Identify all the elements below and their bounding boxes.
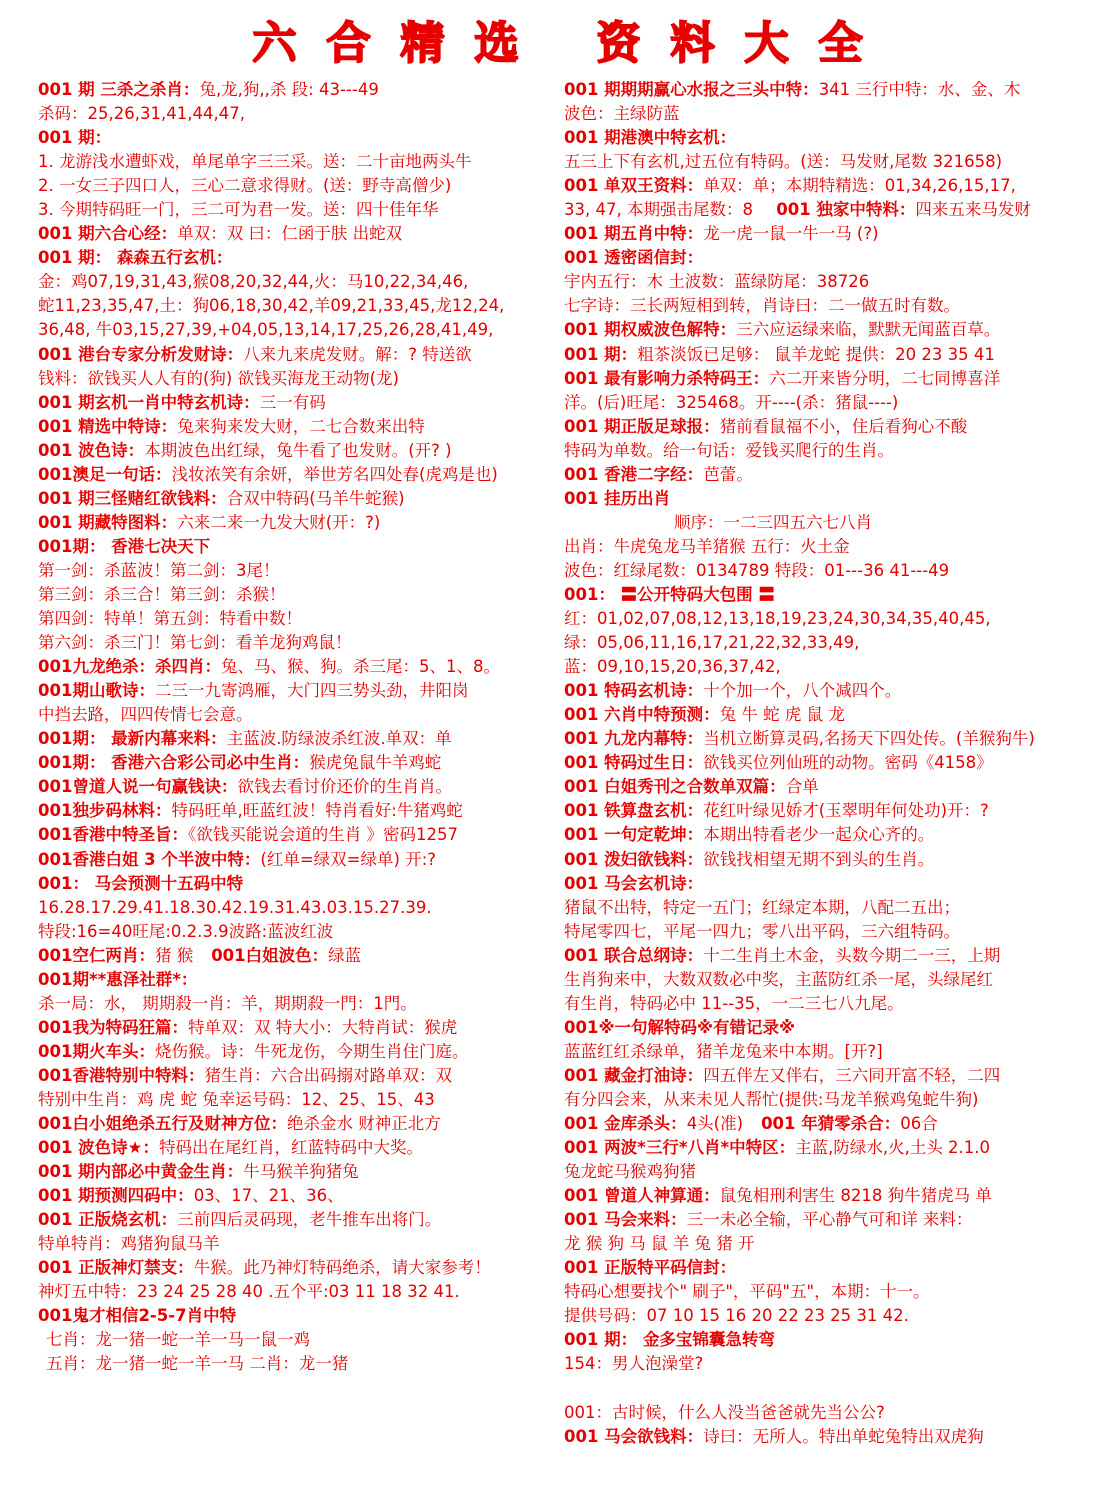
line-text: 蓝：09,10,15,20,36,37,42, [564,657,781,677]
line-label: 001空仁两肖： [38,945,155,965]
text-line [564,150,1084,174]
line-label: 001我为特码狂篇： [38,1017,188,1037]
line-label: 001 联合总纲诗： [564,945,704,965]
line-label: 001期： 最新内幕来料： [38,729,227,749]
line-text: 特码心想要找个" 刷子"，平码"五"，本期：十一。 [564,1282,930,1302]
line-label: 001香港白姐 3 个半波中特： [38,849,261,869]
text-line [38,1328,558,1352]
line-label: 001： 〓公开特码大包围 〓 [564,584,775,604]
line-label: 001 期正版足球报： [564,416,720,436]
line-text: 欲钱找相望无期不到头的生肖。 [703,849,935,869]
line-label: 001 期六合心经： [38,224,178,244]
line-label: 001 最有影响力杀特码王： [564,368,770,388]
line-text: 兔来狗来发大财，二七合数来出特 [177,416,425,436]
text-line [564,126,1084,150]
title-char: 全 [818,18,863,69]
text-line [564,607,1084,631]
text-line [564,1112,1084,1136]
line-label: 001 香港二字经： [564,464,704,484]
text-line [38,222,558,246]
line-text: 十二生肖土木金，头数今期二一三，上期 [703,945,1001,965]
text-line [564,439,1084,463]
line-text: 兔 牛 蛇 虎 鼠 龙 [719,705,845,725]
line-text: 合单 [785,777,819,797]
line-text: 第四剑：特单！第五剑：特看中数！ [38,609,302,629]
line-label: 001 期玄机一肖中特玄机诗： [38,392,260,412]
line-text: (红单=绿双=绿单) 开:? [260,849,437,869]
text-line [564,102,1084,126]
title-char: 六 [252,18,297,69]
line-text: 蛇11,23,35,47,土：狗06,18,30,42,羊09,21,33,45,龙12,24, [38,296,505,316]
line-label: 001 金库杀头： [564,1114,687,1134]
line-text: 主蓝,防绿水,火,土头 2.1.0 [795,1138,991,1158]
line-label: 001 波色诗： [38,440,145,460]
line-label: 001 正版烧玄机： [38,1210,178,1230]
line-text: 3. 今期特码旺一门，三二可为君一发。送：四十佳年华 [38,200,439,220]
line-text: 龙一虎一鼠一牛一马 (?) [703,224,879,244]
line-text: 第三剑：杀三合！第三剑：杀猴！ [38,584,286,604]
text-line [38,848,558,872]
text-line [564,1328,1084,1352]
line-label-2: 001 年猜零杀合： [761,1114,901,1134]
text-line [38,270,558,294]
text-line [564,343,1084,367]
text-line [564,1160,1084,1184]
line-text: 有分四会来，从来未见人帮忙(提供:马龙羊猴鸡兔蛇牛狗) [564,1089,979,1109]
text-line [38,583,558,607]
text-line [564,318,1084,342]
line-text: 特段:16=40旺尾:0.2.3.9波路:蓝波红波 [38,921,334,941]
line-text: 牛猴。此乃神灯特码绝杀，请大家参考！ [193,1258,491,1278]
text-line [564,775,1084,799]
text-line [38,968,558,992]
line-label: 001期**惠泽社群*： [38,969,198,989]
line-text: 五肖：龙一猪一蛇一羊一马 二肖：龙一猪 [46,1354,349,1374]
text-line [38,799,558,823]
line-text: 浅妆浓笑有余妍，举世芳名四处春(虎鸡是也) [171,464,498,484]
text-line [38,367,558,391]
text-line [38,1352,558,1376]
line-label: 001 马会来料： [564,1210,687,1230]
line-label: 001鬼才相信2-5-7肖中特 [38,1306,237,1326]
line-label: 001 两波*三行*八肖*中特区： [564,1138,796,1158]
text-line [38,463,558,487]
line-label: 001白小姐绝杀五行及财神方位： [38,1114,287,1134]
line-label: 001期： 香港六合彩公司必中生肖： [38,753,310,773]
line-text: 生肖狗来中，大数双数必中奖，主蓝防红杀一尾，头绿尾红 [564,969,993,989]
title-char: 选 [474,18,519,69]
title-char: 资 [596,18,641,69]
page-title [0,14,1115,74]
line-label: 001 期港澳中特玄机： [564,128,737,148]
text-line [564,1401,1084,1425]
line-label-2: 001 独家中特料： [776,200,916,220]
line-text: 欲钱买位列仙班的动物。密码《4158》 [703,753,993,773]
text-line [38,1136,558,1160]
text-line [38,896,558,920]
line-text-2: 06合 [900,1114,938,1134]
line-text: 猴虎兔鼠牛羊鸡蛇 [309,753,442,773]
line-text: 4头(准) [686,1114,744,1134]
line-text: 16.28.17.29.41.18.30.42.19.31.43.03.15.27.39. [38,897,432,917]
text-line [38,920,558,944]
line-text: 单双：单；本期特精选：01,34,26,15,17, [703,176,1016,196]
text-line [38,775,558,799]
line-label: 001 期预测四码中： [38,1186,194,1206]
line-label: 001香港中特圣旨： [38,825,188,845]
line-label: 001 单双王资料： [564,176,704,196]
line-label: 001 铁算盘玄机： [564,801,704,821]
line-text: 猪前看鼠福不小，住后看狗心不酸 [719,416,968,436]
line-text: 八来九来虎发财。解：? 特送欲 [243,344,472,364]
line-label: 001澳足一句话： [38,464,172,484]
text-line [564,78,1084,102]
text-line [38,703,558,727]
line-label: 001 正版神灯禁支： [38,1258,194,1278]
line-label: 001 曾道人神算通： [564,1186,720,1206]
line-text: 七肖：龙一猪一蛇一羊一马一鼠一鸡 [46,1330,310,1350]
line-text: 神灯五中特：23 24 25 28 40 .五个平:03 11 18 32 41. [38,1282,460,1302]
line-label: 001期： 香港七决天下 [38,536,211,556]
text-line [38,1160,558,1184]
line-text: 提供号码：07 10 15 16 20 22 23 25 31 42. [564,1306,909,1326]
text-line [564,535,1084,559]
line-label: 001 马会欲钱料： [564,1426,704,1446]
text-line [38,992,558,1016]
line-text: 绿：05,06,11,16,17,21,22,32,33,49, [564,633,860,653]
line-label: 001 期： 金多宝锦囊急转弯 [564,1330,775,1350]
line-label: 001期山歌诗： [38,681,155,701]
line-text: 花红叶绿见娇才(玉翠明年何处功)开：? [703,801,989,821]
text-line [38,294,558,318]
text-line [564,1136,1084,1160]
line-label: 001 期五肖中特： [564,224,704,244]
text-line [38,631,558,655]
line-label: 001 泼妇欲钱料： [564,849,704,869]
text-line [38,1304,558,1328]
line-text: 绝杀金水 财神正北方 [286,1114,441,1134]
text-line [564,559,1084,583]
line-label: 001九龙绝杀：杀四肖： [38,657,221,677]
line-label: 001 挂历出肖 [564,488,671,508]
line-text-2: 四来五来马发财 [915,200,1031,220]
text-line [564,1256,1084,1280]
text-line [564,992,1084,1016]
line-label: 001 六肖中特预测： [564,705,720,725]
line-text: 五三上下有玄机,过五位有特码。(送：马发财,尾数 321658) [564,152,1003,172]
text-line [38,727,558,751]
line-text: 金：鸡07,19,31,43,猴08,20,32,44,火：马10,22,34,46, [38,272,469,292]
text-line [564,415,1084,439]
line-label: 001 期： [564,344,638,364]
line-text: 鼠兔相刑利害生 8218 狗牛猪虎马 单 [719,1186,992,1206]
text-line [564,655,1084,679]
line-text: 十个加一个，八个减四个。 [703,681,902,701]
text-line [38,126,558,150]
text-line [38,174,558,198]
line-text: 特别中生肖：鸡 虎 蛇 兔幸运号码：12、25、15、43 [38,1089,435,1109]
line-label: 001香港特别中特料： [38,1065,205,1085]
text-line [564,1064,1084,1088]
line-text: 三前四后灵码现，老牛推车出将门。 [177,1210,442,1230]
text-line [38,872,558,896]
text-line [38,1016,558,1040]
line-text: 单双：双 曰：仁函于肤 出蛇双 [177,224,403,244]
line-label: 001 特码玄机诗： [564,681,704,701]
line-text: 蓝蓝红红杀绿单，猪羊龙兔来中本期。[开?] [564,1041,883,1061]
text-line [564,367,1084,391]
line-text: 洋。(后)旺尾：325468。开----(杀：猪鼠----) [564,392,899,412]
line-text: 兔,龙,狗,,杀 段: 43---49 [199,80,379,99]
text-line [38,655,558,679]
line-text: 001：古时候，什么人没当爸爸就先当公公? [564,1402,885,1422]
line-text: 本期出特看老少一起众心齐的。 [703,825,935,845]
text-line [38,823,558,847]
title-char: 合 [326,18,371,69]
text-line [564,246,1084,270]
line-text: 顺序：一二三四五六七八肖 [674,512,872,532]
line-text: 03、17、21、36、 [193,1186,344,1206]
text-line [38,198,558,222]
line-text: 三一有码 [259,392,326,412]
text-line [564,270,1084,294]
text-line [38,1208,558,1232]
text-line [564,1352,1084,1376]
line-text: 七字诗：三长两短相到转，肖诗曰：二一做五时有数。 [564,296,960,316]
line-label: 001 正版特平码信封： [564,1258,737,1278]
text-line [564,727,1084,751]
line-text: 宇内五行：木 土波数：蓝绿防尾：38726 [564,272,870,292]
line-text-2: 绿蓝 [328,945,362,965]
text-line [564,391,1084,415]
text-line [564,1377,1084,1401]
line-text: 龙 猴 狗 马 鼠 羊 兔 猪 开 [564,1234,755,1254]
text-line [38,559,558,583]
text-line [564,703,1084,727]
text-line [38,1112,558,1136]
line-text: 诗曰：无所人。特出单蛇兔特出双虎狗 [703,1426,984,1446]
text-line [38,1280,558,1304]
line-label: 001 马会玄机诗： [564,873,704,893]
line-label: 001※一句解特码※有错记录※ [564,1017,796,1037]
text-line [38,391,558,415]
line-label: 001 期： [38,128,112,148]
line-label: 001： 马会预测十五码中特 [38,873,244,893]
line-text: 特单双：双 特大小：大特肖试：猴虎 [187,1017,458,1037]
text-line [38,343,558,367]
line-text: 特码旺单,旺蓝红波！特肖看好:牛猪鸡蛇 [171,801,463,821]
line-text: 33, 47, 本期强击尾数：8 [564,200,759,220]
line-text: 1. 龙游浅水遭虾戏，单尾单字三三采。送：二十亩地两头牛 [38,152,472,172]
text-line [38,679,558,703]
line-text: 主蓝波.防绿波杀红波.单双：单 [226,729,452,749]
line-label: 001独步码林料： [38,801,172,821]
text-line [564,1088,1084,1112]
line-text: 中挡去路，四四传情七会意。 [38,705,253,725]
line-label: 001 波色诗★： [38,1138,159,1158]
line-text: 四五伴左又伴右，三六同开富不轻，二四 [703,1065,1001,1085]
text-line [564,1208,1084,1232]
line-label: 001 期内部必中黄金生肖： [38,1162,244,1182]
text-line [38,415,558,439]
line-label: 001 特码过生日： [564,753,704,773]
left-column [38,78,558,1377]
line-text: 三六应运绿来临，默默无闻蓝百草。 [736,320,1001,340]
line-text: 第六剑：杀三门！第七剑：看羊龙狗鸡鼠！ [38,633,352,653]
line-text: 36,48, 牛03,15,27,39,+04,05,13,14,17,25,26,28,41,49, [38,320,494,340]
text-line [38,246,558,270]
text-line [564,679,1084,703]
line-text: 芭蕾。 [703,464,753,484]
line-text: 有生肖，特码必中 11--35，一二三七八九尾。 [564,993,904,1013]
line-label: 001 期藏特图料： [38,512,178,532]
line-label: 001 九龙内幕特： [564,729,704,749]
text-line [564,222,1084,246]
text-line [38,511,558,535]
text-line [564,294,1084,318]
line-text: 当机立断算灵码,名扬天下四处传。(羊猴狗牛) [703,729,1035,749]
line-label: 001 藏金打油诗： [564,1065,704,1085]
line-text: 欲钱去看讨价还价的生肖肖。 [237,777,452,797]
text-line [564,463,1084,487]
text-line [564,1425,1084,1449]
line-text: 特尾零四七，平尾一四九；零八出平码，三六组特码。 [564,921,960,941]
line-text: 特单特肖：鸡猪狗鼠马羊 [38,1234,220,1254]
title-char: 大 [744,18,789,69]
line-text: 猪生肖：六合出码搦对路单双：双 [204,1065,452,1085]
line-text: 六二开来皆分明，二七同博喜洋 [769,368,1001,388]
text-line [564,920,1084,944]
line-label: 001 期 三杀之杀肖： [38,80,200,99]
text-line [564,751,1084,775]
line-text: 二三一九寄鸿雁，大门四三势头劲，井阳岗 [154,681,469,701]
line-label: 001 期： 森森五行玄机： [38,248,233,268]
line-text: 猪鼠不出特，特定一五门；红绿定本期，八配二五出； [564,897,960,917]
line-text: 兔、马、猴、狗。杀三尾：5、1、8。 [220,657,500,677]
text-line [564,896,1084,920]
line-text: 特码出在尾红肖，红蓝特码中大奖。 [158,1138,423,1158]
line-label: 001 一句定乾坤： [564,825,704,845]
text-line [564,823,1084,847]
line-text: 粗茶淡饭已足够： 鼠羊龙蛇 提供：20 23 35 41 [637,344,995,364]
text-line [38,1040,558,1064]
text-line [564,198,1084,222]
line-text: 本期波色出红绿，兔牛看了也发财。(开? ) [144,440,452,460]
line-text: 341 三行中特：水、金、木 [818,80,1021,99]
text-line [38,1064,558,1088]
text-line [38,78,558,102]
text-line [564,1040,1084,1064]
text-line [38,1088,558,1112]
text-line [564,487,1084,511]
line-text: 猪 猴 [154,945,194,965]
text-line [38,535,558,559]
text-line [564,848,1084,872]
text-line [38,487,558,511]
line-text: 兔龙蛇马猴鸡狗猪 [564,1162,696,1182]
text-line [564,872,1084,896]
line-text: 六来二来一九发大财(开：?) [177,512,381,532]
line-label: 001 期三怪赌红欲钱料： [38,488,227,508]
line-text: 钱料：欲钱买人人有的(狗) 欲钱买海龙王动物(龙) [38,368,399,388]
text-line [564,1304,1084,1328]
line-text: 烧伤猴。诗：牛死龙伤，今期生肖住门庭。 [154,1041,469,1061]
line-text: 154：男人泡澡堂? [564,1354,704,1374]
line-text: 杀一局：水， 期期殺一肖：羊，期期殺一門：1門。 [38,993,417,1013]
text-line [38,944,558,968]
line-text: 杀码：25,26,31,41,44,47, [38,104,245,124]
text-line [564,799,1084,823]
line-text: 合双中特码(马羊牛蛇猴) [226,488,405,508]
text-line [564,1232,1084,1256]
text-line [564,174,1084,198]
text-line [38,150,558,174]
text-line [38,318,558,342]
right-column [564,78,1084,1449]
text-line [38,102,558,126]
line-text: 2. 一女三子四口人，三心二意求得财。(送：野寺高僧少) [38,176,452,196]
text-line [38,607,558,631]
text-line [564,1184,1084,1208]
text-line [564,1016,1084,1040]
text-line [38,751,558,775]
line-label: 001 期期期赢心水报之三头中特： [564,80,819,99]
text-line [564,968,1084,992]
text-line [564,583,1084,607]
line-text: 红：01,02,07,08,12,13,18,19,23,24,30,34,35,40,45, [564,609,991,629]
line-label: 001曾道人说一句赢钱诀： [38,777,238,797]
line-label: 001期火车头： [38,1041,155,1061]
text-line [38,1184,558,1208]
text-line [38,1232,558,1256]
line-text: 波色：主绿防蓝 [564,104,680,124]
text-line [564,1280,1084,1304]
line-text: 特码为单数。给一句话：爱钱买爬行的生肖。 [564,440,894,460]
text-line [38,439,558,463]
line-text: 出肖：牛虎兔龙马羊猪猴 五行：火土金 [564,536,850,556]
line-label: 001 精选中特诗： [38,416,178,436]
text-line [564,944,1084,968]
line-label: 001 期权威波色解特： [564,320,737,340]
text-line [564,631,1084,655]
line-text: 《欲钱买能说会道的生肖 》密码1257 [187,825,458,845]
line-text: 第一剑：杀蓝波！第二剑：3尾！ [38,560,280,580]
title-char: 精 [400,18,445,69]
line-label: 001 透密函信封： [564,248,704,268]
line-text: 牛马猴羊狗猪兔 [243,1162,359,1182]
line-text: 三一未必全输，平心静气可和详 来料： [686,1210,973,1230]
text-line [564,511,1084,535]
line-label: 001 港台专家分析发财诗： [38,344,244,364]
line-text: 波色：红绿尾数：0134789 特段：01---36 41---49 [564,560,950,580]
line-label-2: 001白姐波色： [211,945,329,965]
text-line [38,1256,558,1280]
title-char: 料 [670,18,715,69]
line-label: 001 白姐秀刊之合数单双篇： [564,777,786,797]
